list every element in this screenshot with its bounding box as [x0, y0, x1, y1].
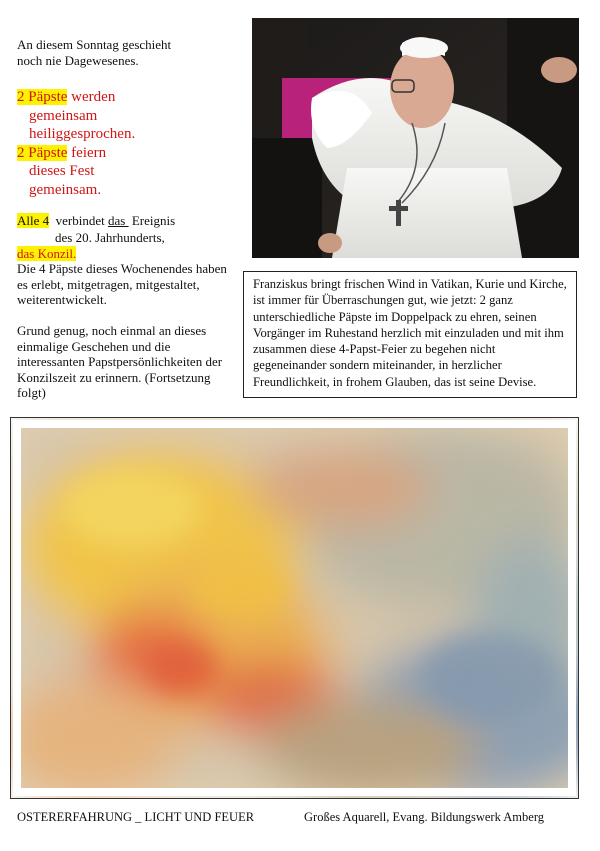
red-line-1-rest: werden — [67, 89, 116, 105]
intro-line-2: noch nie Dagewesenes. — [17, 53, 139, 68]
alle-mid: verbindet — [49, 213, 108, 228]
paragraph-grund-genug: Grund genug, noch einmal an dieses einmalige Geschehen und die interessanten Papstpersönlichkeiten der Konzilszeit zu erinnern. (Fortsetzung folgt) — [17, 323, 223, 400]
intro-line-1: An diesem Sonntag geschieht — [17, 37, 172, 52]
red-line-6: gemeinsam. — [29, 181, 102, 198]
red-line-5: dieses Fest — [29, 163, 95, 179]
highlight-das-konzil: das Konzil. — [17, 246, 77, 261]
alle-line-2: des 20. Jahrhunderts, — [55, 229, 165, 245]
highlight-2-paepste: 2 Päpste — [17, 89, 68, 105]
alle-4-text — [17, 213, 237, 263]
alle-line-1 — [17, 213, 237, 230]
pope-photo-illustration — [252, 18, 579, 258]
footer-title: OSTERERFAHRUNG _ LICHT UND FEUER — [17, 810, 255, 824]
red-line-2: gemeinsam — [29, 107, 98, 124]
highlight-2-paepste-2: 2 Päpste — [17, 144, 68, 161]
franziskus-text-box: Franziskus bringt frischen Wind in Vatikan, Kurie und Kirche, ist immer für Überraschungen gut, wie jetzt: 2 ganz unterschiedliche Päpste im Doppelpack zu ehren, seinen Vorgänger im Ruhestand herzlich mit einzuladen und mit ihm zusammen diese 4-Papst-Feier zu begehen nicht gegeneinander sondern miteinander, in herzlicher Freundlichkeit, in frohem Glauben, das ist seine Devise. — [243, 271, 577, 398]
pope-photo — [252, 18, 579, 258]
watercolor-illustration — [11, 418, 578, 798]
intro-text — [17, 37, 237, 69]
red-line-1 — [17, 88, 135, 107]
popes-red-text — [17, 88, 135, 199]
highlight-alle-4: Alle 4 — [17, 213, 50, 228]
red-line-4-rest: feiern — [67, 144, 107, 161]
alle-das: das — [107, 213, 129, 228]
red-line-3: heiliggesprochen. — [29, 126, 136, 142]
watercolor-painting — [10, 417, 579, 799]
red-line-4 — [17, 144, 135, 163]
footer-credit: Großes Aquarell, Evang. Bildungswerk Amberg — [304, 810, 545, 824]
paragraph-4-paepste: Die 4 Päpste dieses Wochenendes haben es erlebt, mitgetragen, mitgestaltet, weiterentwickelt. — [17, 261, 227, 307]
alle-ereignis: Ereignis — [128, 213, 176, 228]
